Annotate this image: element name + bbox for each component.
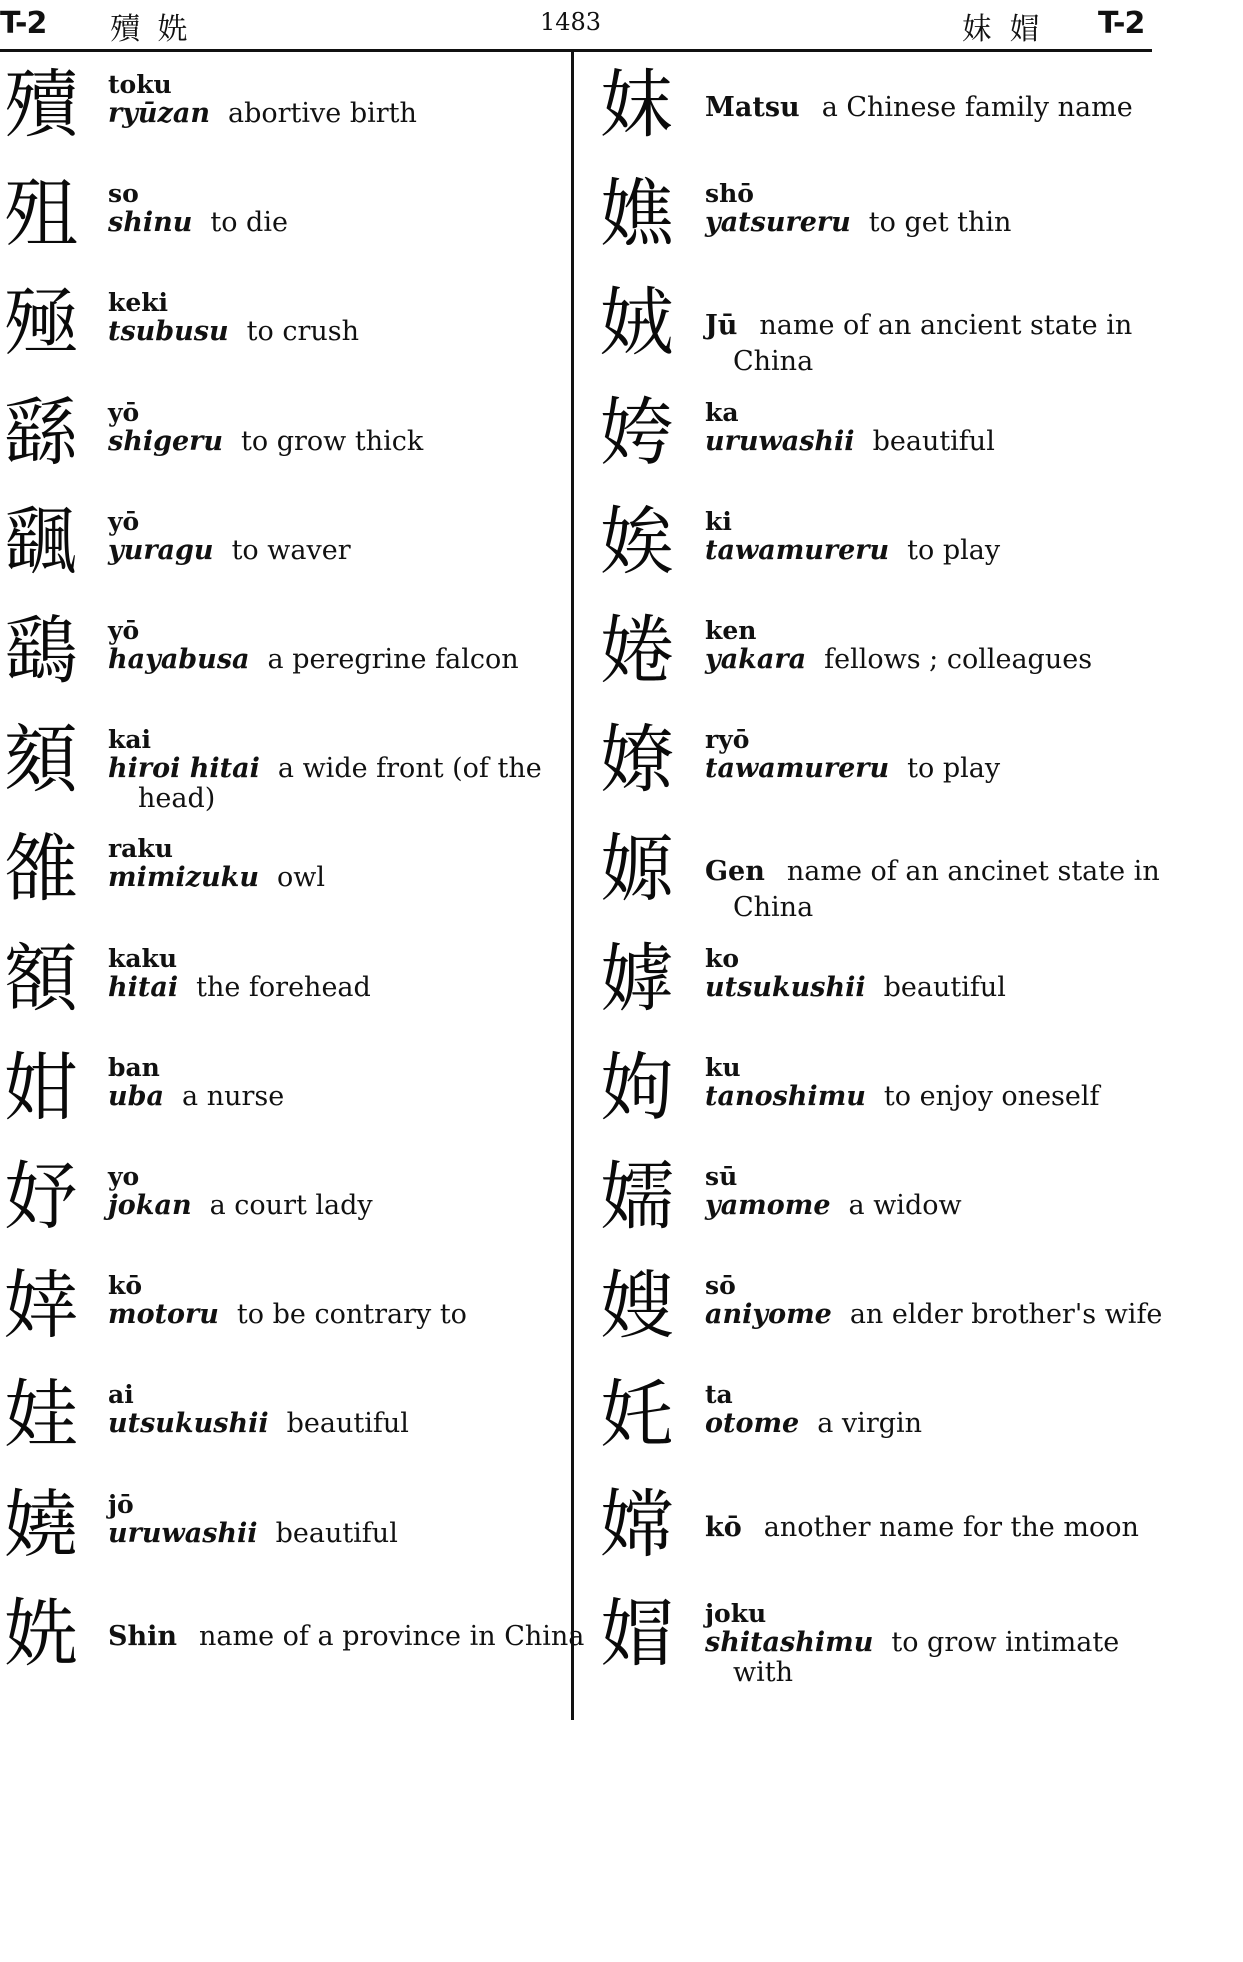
- entry-japanese: otome: [705, 1408, 800, 1439]
- dictionary-entry: [0, 1253, 565, 1363]
- entry-definition-line: [108, 644, 519, 675]
- entry-english: beautiful: [883, 972, 1006, 1003]
- column-divider: [571, 52, 574, 1720]
- entry-reading: ban: [108, 1053, 160, 1082]
- entry-continuation: head): [138, 783, 216, 814]
- entry-definition-line: [705, 972, 1006, 1003]
- entry-reading: ta: [705, 1380, 733, 1409]
- entry-english: a peregrine falcon: [267, 644, 519, 675]
- dictionary-entry: [590, 161, 1150, 271]
- entry-reading: yō: [108, 616, 140, 645]
- entry-kanji: 嫶: [600, 171, 674, 257]
- entry-japanese: shigeru: [108, 426, 224, 457]
- entry-kanji: 殛: [4, 280, 78, 366]
- entry-english: beautiful: [286, 1408, 409, 1439]
- entry-reading: Shin: [108, 1621, 178, 1652]
- entry-reading: sū: [705, 1162, 738, 1191]
- dictionary-entry: [0, 1144, 565, 1254]
- entry-definition-line: [108, 316, 359, 347]
- entry-definition-line: [108, 1081, 284, 1112]
- entry-english: to die: [210, 207, 288, 238]
- entry-reading: ai: [108, 1380, 134, 1409]
- entry-definition-line: [108, 1621, 584, 1652]
- entry-reading: joku: [705, 1599, 767, 1628]
- dictionary-entry: [590, 1253, 1163, 1363]
- dictionary-entry: [0, 707, 565, 817]
- entry-definition-line: [705, 535, 1000, 566]
- entry-reading: Gen: [705, 856, 765, 887]
- entry-kanji: 頦: [4, 717, 78, 803]
- entry-kanji: 姏: [4, 1045, 78, 1131]
- entry-definition-line: [705, 1627, 1119, 1658]
- entry-kanji: 嬬: [600, 1154, 674, 1240]
- entry-english: to enjoy oneself: [883, 1081, 1100, 1112]
- entry-kanji: 額: [4, 936, 78, 1022]
- entry-definition-line: [108, 426, 423, 457]
- entry-english: a virgin: [817, 1408, 923, 1439]
- dictionary-entry: [590, 489, 1150, 599]
- entry-definition-line: [108, 1408, 409, 1439]
- dictionary-entry: [0, 380, 565, 490]
- section-code-right: T-2: [1098, 6, 1145, 41]
- entry-japanese: tanoshimu: [705, 1081, 866, 1112]
- entry-japanese: motoru: [108, 1299, 219, 1330]
- entry-kanji: 颻: [4, 499, 78, 585]
- entry-definition-line: [705, 207, 1011, 238]
- entry-definition-line: [108, 862, 325, 893]
- entry-kanji: 娭: [600, 499, 674, 585]
- header-kanji-left: 殰 姺: [110, 12, 192, 47]
- entry-definition-line: [705, 644, 1092, 675]
- entry-kanji: 姺: [4, 1591, 78, 1677]
- entry-japanese: tawamureru: [705, 753, 890, 784]
- entry-kanji: 姱: [600, 390, 674, 476]
- entry-kanji: 殰: [4, 62, 78, 148]
- entry-continuation: with: [733, 1657, 793, 1688]
- dictionary-entry: [0, 598, 565, 708]
- dictionary-entry: [0, 926, 565, 1036]
- entry-definition-line: [108, 1190, 373, 1221]
- entry-definition-line: [705, 310, 1132, 341]
- entry-english: the forehead: [196, 972, 371, 1003]
- entry-japanese: utsukushii: [108, 1408, 269, 1439]
- entry-english: name of an ancient state in: [759, 310, 1133, 341]
- entry-definition-line: [705, 1081, 1100, 1112]
- entry-reading: toku: [108, 70, 172, 99]
- entry-definition-line: [705, 1299, 1162, 1330]
- dictionary-entry: [0, 161, 565, 271]
- entry-japanese: shitashimu: [705, 1627, 874, 1658]
- entry-definition-line: [705, 1408, 922, 1439]
- entry-reading: ka: [705, 398, 739, 427]
- entry-japanese: tawamureru: [705, 535, 890, 566]
- entry-reading: ken: [705, 616, 757, 645]
- entry-japanese: uba: [108, 1081, 165, 1112]
- dictionary-entry: [590, 1144, 1150, 1254]
- entry-japanese: aniyome: [705, 1299, 832, 1330]
- entry-reading: sō: [705, 1271, 736, 1300]
- entry-japanese: ryūzan: [108, 98, 211, 129]
- dictionary-entry: [0, 489, 565, 599]
- entry-japanese: hitai: [108, 972, 179, 1003]
- entry-definition-line: [108, 753, 542, 784]
- dictionary-entry: [590, 598, 1150, 708]
- entry-japanese: mimizuku: [108, 862, 259, 893]
- entry-english: owl: [276, 862, 325, 893]
- entry-english: to grow thick: [241, 426, 424, 457]
- entry-definition-line: [705, 426, 995, 457]
- dictionary-entry: [0, 1362, 565, 1472]
- page-number: 1483: [540, 8, 602, 36]
- entry-japanese: yuragu: [108, 535, 214, 566]
- entry-kanji: 妤: [4, 1154, 78, 1240]
- entry-english: beautiful: [275, 1518, 398, 1549]
- entry-english: a court lady: [209, 1190, 373, 1221]
- entry-definition-line: [108, 207, 288, 238]
- entry-english: a wide front (of the: [277, 753, 542, 784]
- entry-continuation: China: [733, 346, 814, 377]
- entry-english: a widow: [848, 1190, 962, 1221]
- dictionary-entry: [0, 1581, 585, 1691]
- entry-definition-line: [705, 1190, 962, 1221]
- entry-reading: shō: [705, 179, 754, 208]
- entry-definition-line: [705, 92, 1133, 123]
- entry-definition-line: [108, 1518, 398, 1549]
- entry-kanji: 妺: [600, 62, 674, 148]
- entry-english: another name for the moon: [763, 1512, 1139, 1543]
- entry-kanji: 娃: [4, 1372, 78, 1458]
- entry-english: to be contrary to: [236, 1299, 467, 1330]
- entry-english: to waver: [231, 535, 351, 566]
- entry-kanji: 嬈: [4, 1482, 78, 1568]
- entry-reading: ko: [705, 944, 739, 973]
- entry-reading: Matsu: [705, 92, 800, 123]
- entry-english: abortive birth: [228, 98, 417, 129]
- dictionary-entry: [0, 1472, 565, 1582]
- dictionary-entry: [590, 380, 1150, 490]
- dictionary-entry: [590, 52, 1150, 162]
- entry-reading: jō: [108, 1490, 134, 1519]
- entry-kanji: 婘: [600, 608, 674, 694]
- entry-kanji: 嫽: [600, 717, 674, 803]
- dictionary-entry: [590, 1035, 1150, 1145]
- header-kanji-right: 妺 媢: [962, 12, 1044, 47]
- entry-kanji: 繇: [4, 390, 78, 476]
- entry-reading: Jū: [705, 310, 738, 341]
- entry-japanese: uruwashii: [108, 1518, 258, 1549]
- dictionary-entry: [590, 1362, 1150, 1472]
- entry-japanese: uruwashii: [705, 426, 855, 457]
- dictionary-entry: [0, 52, 565, 162]
- entry-english: to play: [907, 535, 1001, 566]
- dictionary-entry: [590, 816, 1160, 926]
- dictionary-entry: [0, 816, 565, 926]
- entry-english: name of an ancinet state in: [786, 856, 1160, 887]
- entry-english: to crush: [246, 316, 360, 347]
- entry-japanese: shinu: [108, 207, 193, 238]
- entry-continuation: China: [733, 892, 814, 923]
- entry-kanji: 雒: [4, 826, 78, 912]
- entry-reading: yō: [108, 507, 140, 536]
- entry-kanji: 姁: [600, 1045, 674, 1131]
- entry-reading: yo: [108, 1162, 140, 1191]
- entry-kanji: 嫂: [600, 1263, 674, 1349]
- entry-definition-line: [108, 972, 371, 1003]
- entry-english: to play: [907, 753, 1001, 784]
- entry-kanji: 嫭: [600, 936, 674, 1022]
- entry-japanese: tsubusu: [108, 316, 229, 347]
- dictionary-entry: [590, 1581, 1150, 1691]
- entry-reading: raku: [108, 834, 173, 863]
- dictionary-entry: [590, 926, 1150, 1036]
- entry-japanese: hayabusa: [108, 644, 250, 675]
- entry-japanese: hiroi hitai: [108, 753, 260, 784]
- page-header: [0, 0, 1150, 50]
- entry-english: fellows ; colleagues: [824, 644, 1093, 675]
- entry-english: an elder brother's wife: [849, 1299, 1163, 1330]
- entry-reading: so: [108, 179, 139, 208]
- entry-reading: kaku: [108, 944, 178, 973]
- dictionary-entry: [590, 707, 1150, 817]
- entry-reading: kō: [705, 1512, 742, 1543]
- entry-kanji: 婞: [4, 1263, 78, 1349]
- entry-reading: keki: [108, 288, 169, 317]
- entry-kanji: 鷂: [4, 608, 78, 694]
- entry-reading: kai: [108, 725, 152, 754]
- entry-kanji: 殂: [4, 171, 78, 257]
- entry-kanji: 娀: [600, 280, 674, 366]
- entry-english: to get thin: [868, 207, 1012, 238]
- entry-japanese: utsukushii: [705, 972, 866, 1003]
- entry-kanji: 奼: [600, 1372, 674, 1458]
- entry-kanji: 嫄: [600, 826, 674, 912]
- entry-japanese: yatsureru: [705, 207, 851, 238]
- entry-japanese: yakara: [705, 644, 807, 675]
- entry-english: beautiful: [872, 426, 995, 457]
- entry-reading: kō: [108, 1271, 142, 1300]
- entry-reading: ryō: [705, 725, 750, 754]
- entry-reading: yō: [108, 398, 140, 427]
- entry-english: name of a province in China: [199, 1621, 585, 1652]
- entry-japanese: jokan: [108, 1190, 192, 1221]
- entry-definition-line: [705, 856, 1160, 887]
- entry-reading: ku: [705, 1053, 741, 1082]
- entry-japanese: yamome: [705, 1190, 831, 1221]
- entry-english: to grow intimate: [891, 1627, 1120, 1658]
- entry-definition-line: [705, 753, 1000, 784]
- entry-definition-line: [108, 98, 417, 129]
- entry-english: a nurse: [182, 1081, 285, 1112]
- section-code-left: T-2: [0, 6, 47, 41]
- dictionary-entry: [0, 1035, 565, 1145]
- entry-reading: ki: [705, 507, 732, 536]
- entry-definition-line: [705, 1512, 1139, 1543]
- entry-definition-line: [108, 535, 351, 566]
- entry-kanji: 嫦: [600, 1482, 674, 1568]
- dictionary-entry: [0, 270, 565, 380]
- dictionary-entry: [590, 270, 1150, 380]
- entry-definition-line: [108, 1299, 467, 1330]
- dictionary-entry: [590, 1472, 1150, 1582]
- entry-english: a Chinese family name: [821, 92, 1133, 123]
- entry-kanji: 媢: [600, 1591, 674, 1677]
